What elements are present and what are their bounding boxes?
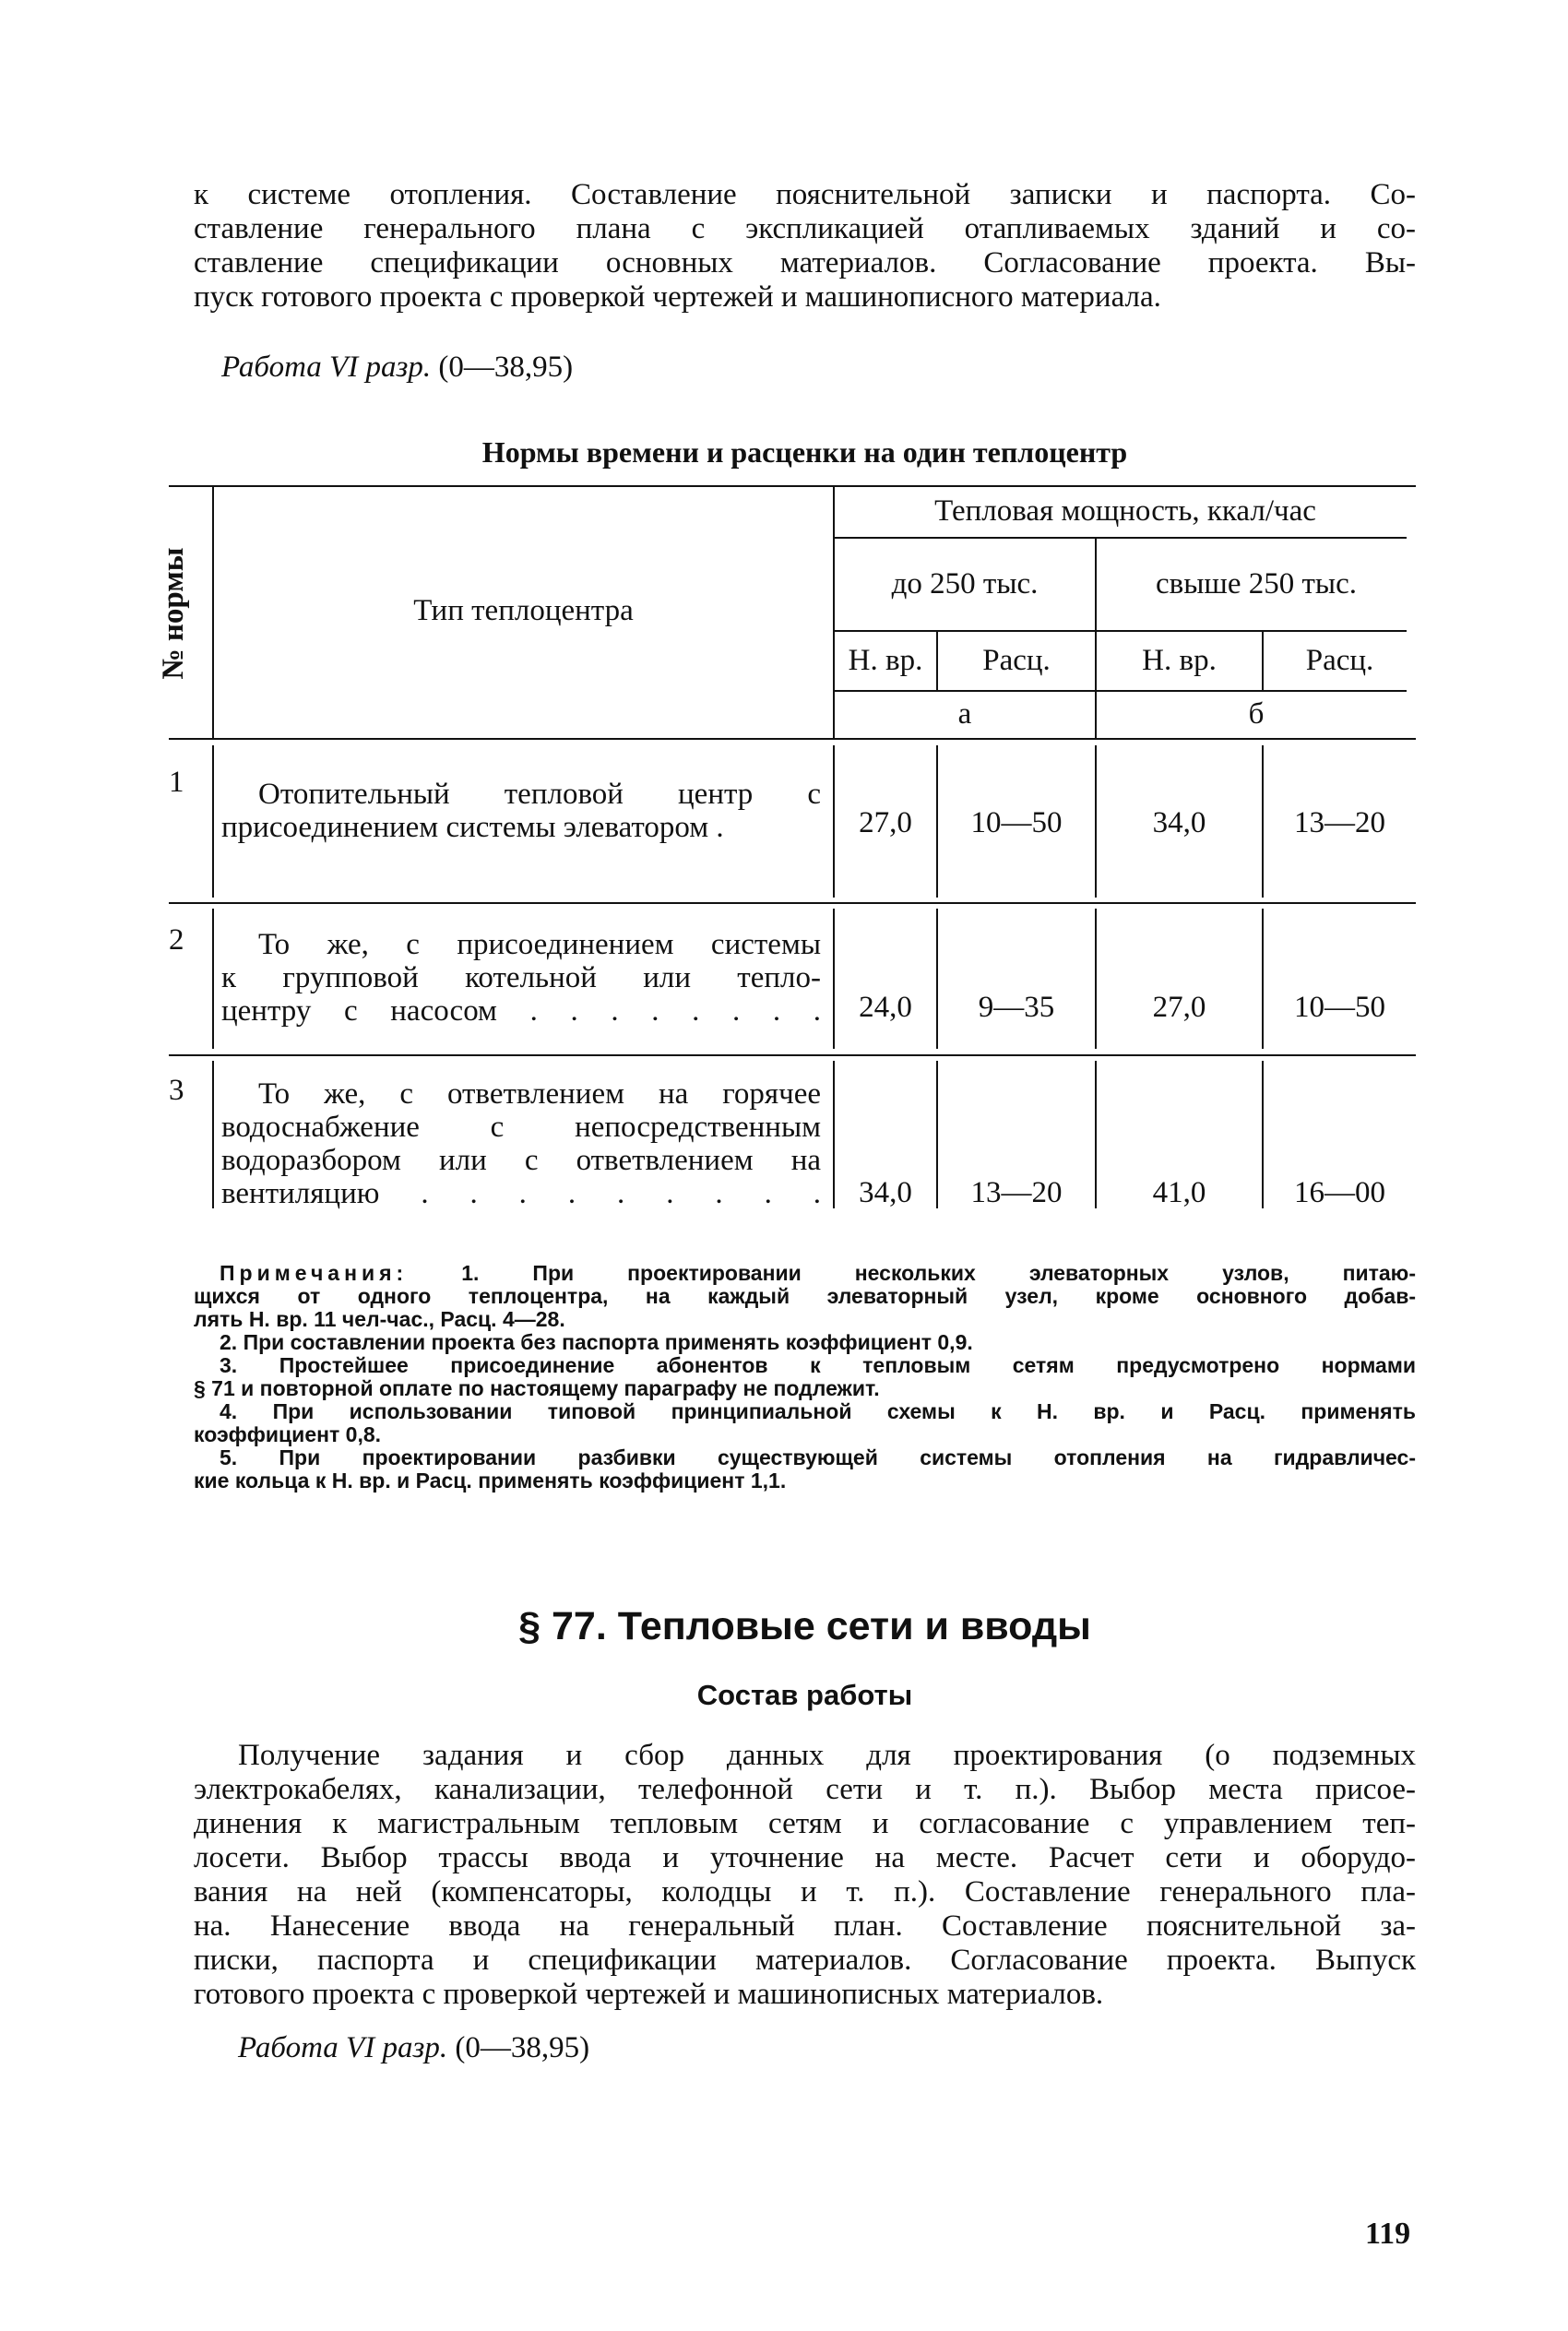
col-divider xyxy=(212,745,214,898)
table-notes xyxy=(194,1262,1416,1493)
row-number: 2 xyxy=(169,923,184,957)
section-line: на. Нанесение ввода на генеральный план. Составление пояснительной за- xyxy=(194,1909,1416,1943)
row-description xyxy=(221,778,821,844)
note-line: 4. При использовании типовой принципиальной схемы к Н. вр. и Расц. применять xyxy=(220,1399,1416,1423)
row-description xyxy=(221,1077,821,1210)
row-separator xyxy=(169,902,1416,904)
col-divider xyxy=(936,909,938,1049)
cell-h-vr-b: 34,0 xyxy=(1152,806,1206,839)
section-paragraph xyxy=(194,1739,1416,2012)
cell-h-vr-b: 41,0 xyxy=(1152,1176,1206,1209)
col-divider xyxy=(212,1061,214,1208)
table-title: Нормы времени и расценки на один теплоцентр xyxy=(481,435,1128,469)
notes-heading: Примечания: xyxy=(220,1261,409,1285)
header-bottom-border xyxy=(169,738,1416,740)
cell-h-vr-b: 27,0 xyxy=(1152,991,1206,1024)
row-description-line: центру с насосом . . . . . . . . xyxy=(221,994,821,1028)
row-description-line: присоединением системы элеватором . xyxy=(221,811,724,844)
cell-rasc-a: 9—35 xyxy=(978,991,1055,1024)
row-description xyxy=(221,928,821,1028)
intro-line: ставление генерального плана с экспликацией отапливаемых зданий и со- xyxy=(194,212,1416,245)
row-number: 3 xyxy=(169,1074,184,1107)
sub-header-rasc-b: Расц. xyxy=(1305,644,1374,677)
section-line: лосети. Выбор трассы ввода и уточнение на месте. Расчет сети и оборудо- xyxy=(194,1841,1416,1874)
cell-rasc-a: 13—20 xyxy=(970,1176,1063,1209)
row-number: 1 xyxy=(169,766,184,799)
header-divider xyxy=(835,537,1407,539)
cell-rasc-b: 10—50 xyxy=(1294,991,1385,1024)
col-divider xyxy=(833,909,835,1049)
page-number: 119 xyxy=(1365,2217,1411,2251)
header-divider xyxy=(835,690,1407,692)
note-line: 5. При проектировании разбивки существующей системы отопления на гидравличес- xyxy=(220,1445,1416,1469)
col-divider xyxy=(1095,909,1097,1049)
section-title: § 77. Тепловые сети и вводы xyxy=(518,1604,1091,1648)
sub-header-h-vr-b: Н. вр. xyxy=(1142,644,1217,677)
section-line: готового проекта с проверкой чертежей и машинописных материалов. xyxy=(194,1978,1104,2011)
power-header-text: Тепловая мощность, ккал/час xyxy=(934,494,1316,528)
intro-line: пуск готового проекта с проверкой чертежей и машинописного материала. xyxy=(194,280,1161,314)
index-b: б xyxy=(1248,697,1265,731)
row-description-line: водоразбором или с ответвлением на xyxy=(221,1144,821,1177)
worker-rate-value: (0—38,95) xyxy=(438,351,574,384)
group-b-header: свыше 250 тыс. xyxy=(1156,567,1357,601)
section-line: динения к магистральным тепловым сетям и согласование с управлением теп- xyxy=(194,1807,1416,1840)
note-line xyxy=(194,1262,1416,1285)
section-line: электрокабелях, канализации, телефонной сети и т. п.). Выбор места присое- xyxy=(194,1773,1416,1806)
section-line: Получение задания и сбор данных для проектирования (о подземных xyxy=(238,1739,1416,1772)
intro-line: к системе отопления. Составление пояснительной записки и паспорта. Со- xyxy=(194,178,1416,211)
note-line: щихся от одного теплоцентра, на каждый элеваторный узел, кроме основного добав- xyxy=(194,1284,1416,1308)
cell-h-vr-a: 24,0 xyxy=(859,991,912,1024)
sub-header-rasc-a: Расц. xyxy=(982,644,1051,677)
row-description-line: к групповой котельной или тепло- xyxy=(221,961,821,994)
index-a: а xyxy=(957,697,972,731)
section-line: писки, паспорта и спецификации материалов. Согласование проекта. Выпуск xyxy=(194,1944,1416,1977)
row-description-line: То же, с присоединением системы xyxy=(258,928,821,961)
col-number-header: № нормы xyxy=(157,547,190,680)
power-header xyxy=(835,494,1416,529)
group-a-header: до 250 тыс. xyxy=(891,567,1039,601)
section-line: вания на ней (компенсаторы, колодцы и т. п.). Составление генерального пла- xyxy=(194,1875,1416,1909)
header-divider xyxy=(835,630,1407,632)
row-description-line: вентиляцию . . . . . . . . . xyxy=(221,1177,821,1210)
note-line: коэффициент 0,8. xyxy=(194,1422,382,1446)
cell-rasc-a: 10—50 xyxy=(970,806,1063,839)
section-subtitle: Состав работы xyxy=(696,1679,913,1711)
note-line: § 71 и повторной оплате по настоящему параграфу не подлежит. xyxy=(194,1376,880,1400)
cell-rasc-b: 16—00 xyxy=(1294,1176,1385,1209)
worker-rate-label: Работа VI разр. xyxy=(221,351,432,384)
col-type-header: Тип теплоцентра xyxy=(413,594,634,627)
worker-rate-value: (0—38,95) xyxy=(455,2031,590,2064)
table-top-border xyxy=(169,485,1416,487)
row-separator xyxy=(169,1054,1416,1056)
row-description-line: Отопительный тепловой центр с xyxy=(258,778,821,811)
cell-rasc-b: 13—20 xyxy=(1294,806,1385,839)
row-description-line: То же, с ответвлением на горячее xyxy=(258,1077,821,1111)
col-divider xyxy=(212,909,214,1049)
sub-header-h-vr-a: Н. вр. xyxy=(848,644,923,677)
intro-line: ставление спецификации основных материалов. Согласование проекта. Вы- xyxy=(194,246,1416,279)
row-description-line: водоснабжение с непосредственным xyxy=(221,1111,821,1144)
note-line: лять Н. вр. 11 чел-час., Расц. 4—28. xyxy=(194,1307,565,1331)
note-line: 3. Простейшее присоединение абонентов к тепловым сетям предусмотрено нормами xyxy=(220,1353,1416,1377)
worker-rate-line xyxy=(238,2029,589,2066)
col-divider xyxy=(1262,909,1264,1049)
cell-h-vr-a: 34,0 xyxy=(859,1176,912,1209)
note-line: кие кольца к Н. вр. и Расц. применять коэффициент 1,1. xyxy=(194,1469,787,1493)
worker-rate-label: Работа VI разр. xyxy=(238,2031,448,2064)
note-line: 2. При составлении проекта без паспорта применять коэффициент 0,9. xyxy=(220,1330,973,1354)
cell-h-vr-a: 27,0 xyxy=(859,806,912,839)
note-text: 1. При проектировании нескольких элеваторных узлов, питаю- xyxy=(461,1261,1416,1285)
